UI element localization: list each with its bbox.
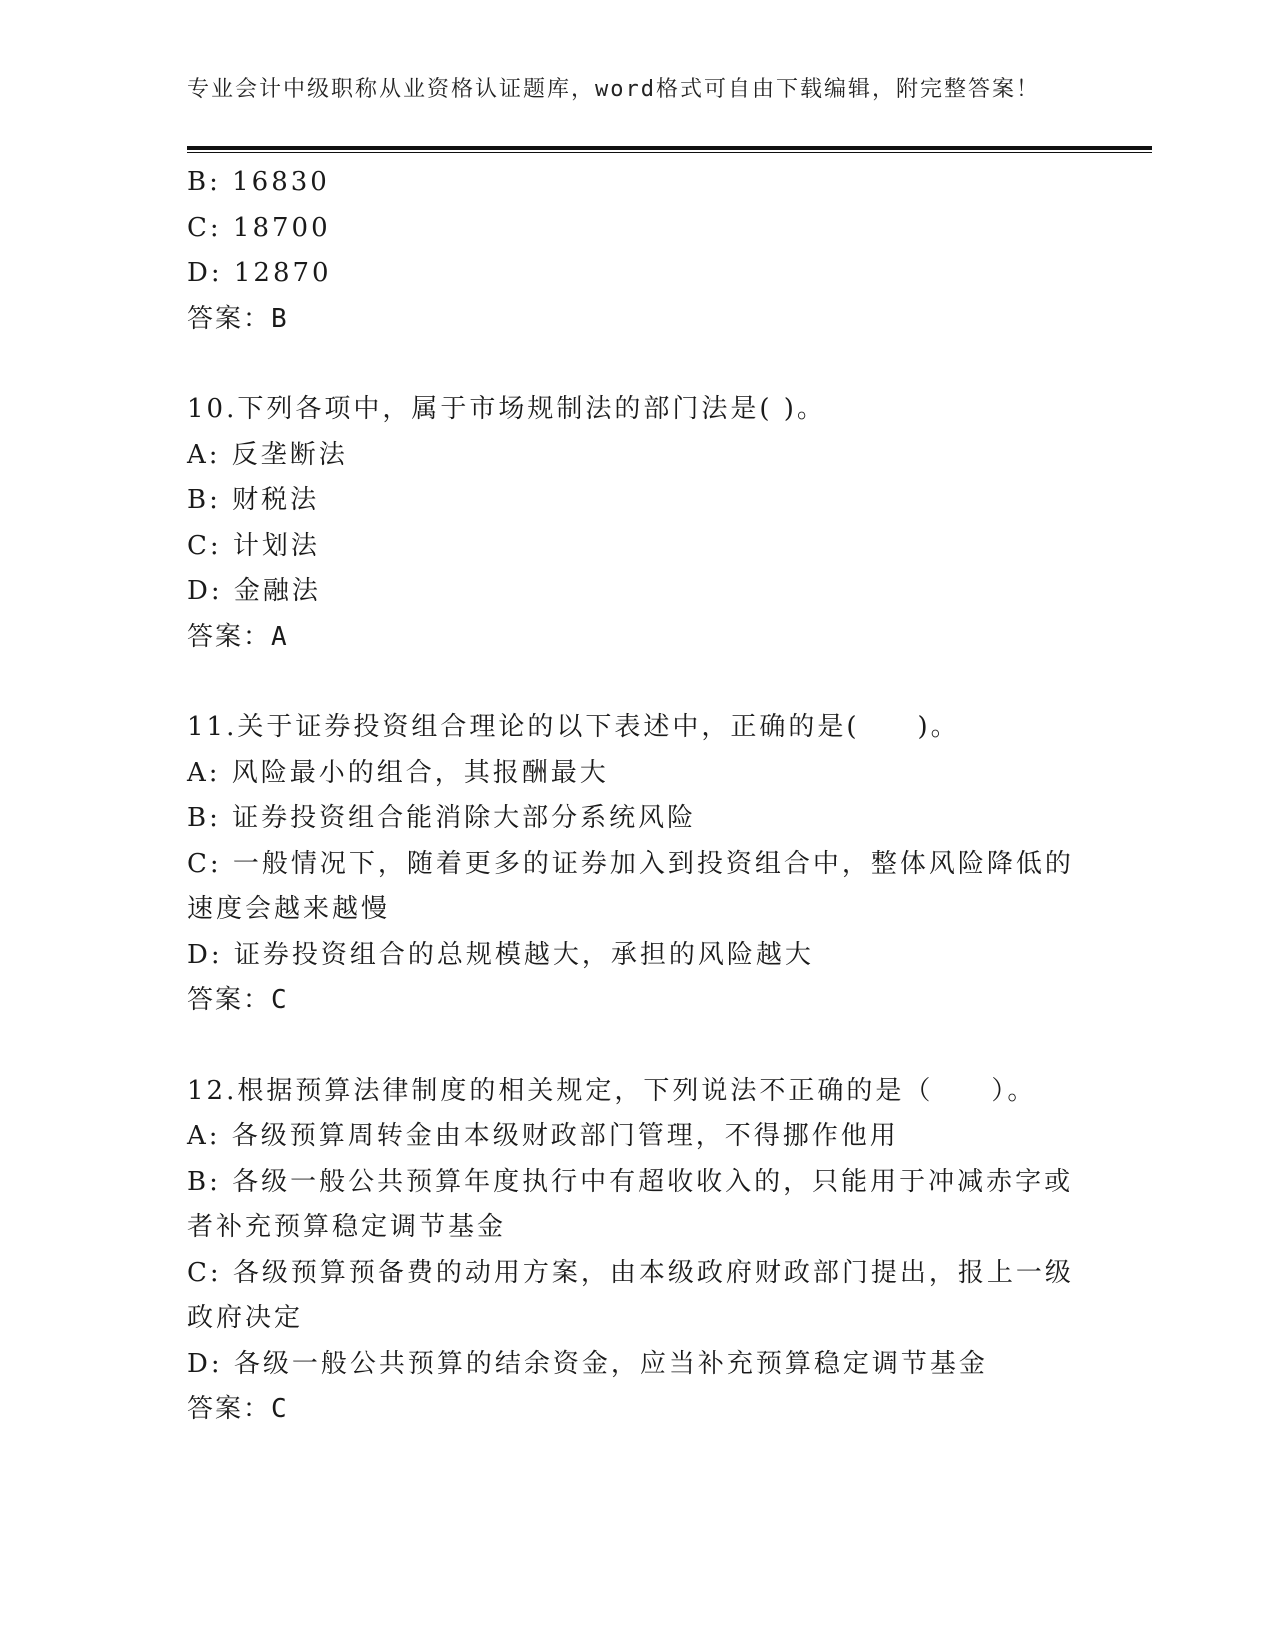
header-rule-thick [187,146,1152,150]
option-c: C: 各级预算预备费的动用方案，由本级政府财政部门提出，报上一级政府决定 [187,1257,1074,1333]
answer-line: 答案：A [187,621,289,652]
option-d: D: 证券投资组合的总规模越大，承担的风险越大 [187,939,814,970]
question-stem: 10.下列各项中，属于市场规制法的部门法是( )。 [187,394,826,424]
question-10 [187,387,1087,660]
question-stem: 11.关于证券投资组合理论的以下表述中，正确的是( )。 [187,712,960,742]
header-rule-thin [187,152,1152,153]
option-b: B: 16830 [187,167,330,197]
option-b: B: 财税法 [187,485,320,515]
answer-line: 答案：B [187,303,289,334]
option-c: C: 一般情况下，随着更多的证券加入到投资组合中，整体风险降低的速度会越来越慢 [187,848,1074,924]
option-c: C: 计划法 [187,530,320,561]
option-a: A: 风险最小的组合，其报酬最大 [187,757,609,788]
option-d: D: 各级一般公共预算的结余资金，应当补充预算稳定调节基金 [187,1348,988,1379]
option-d: D: 金融法 [187,576,321,606]
question-content [187,160,1087,1433]
option-b: B: 证券投资组合能消除大部分系统风险 [187,803,697,833]
question-stem: 12.根据预算法律制度的相关规定，下列说法不正确的是（ ）。 [187,1075,1037,1106]
question-fragment [187,160,1087,342]
option-b: B: 各级一般公共预算年度执行中有超收收入的，只能用于冲减赤字或者补充预算稳定调节基金 [187,1166,1074,1242]
answer-line: 答案：C [187,985,289,1015]
page-header: 专业会计中级职称从业资格认证题库，word格式可自由下载编辑，附完整答案！ [187,77,1040,102]
option-d: D: 12870 [187,258,332,288]
question-12 [187,1069,1087,1433]
question-11 [187,705,1087,1024]
option-a: A: 各级预算周转金由本级财政部门管理，不得挪作他用 [187,1121,899,1151]
option-a: A: 反垄断法 [187,439,348,470]
answer-line: 答案：C [187,1394,289,1424]
option-c: C: 18700 [187,212,331,243]
